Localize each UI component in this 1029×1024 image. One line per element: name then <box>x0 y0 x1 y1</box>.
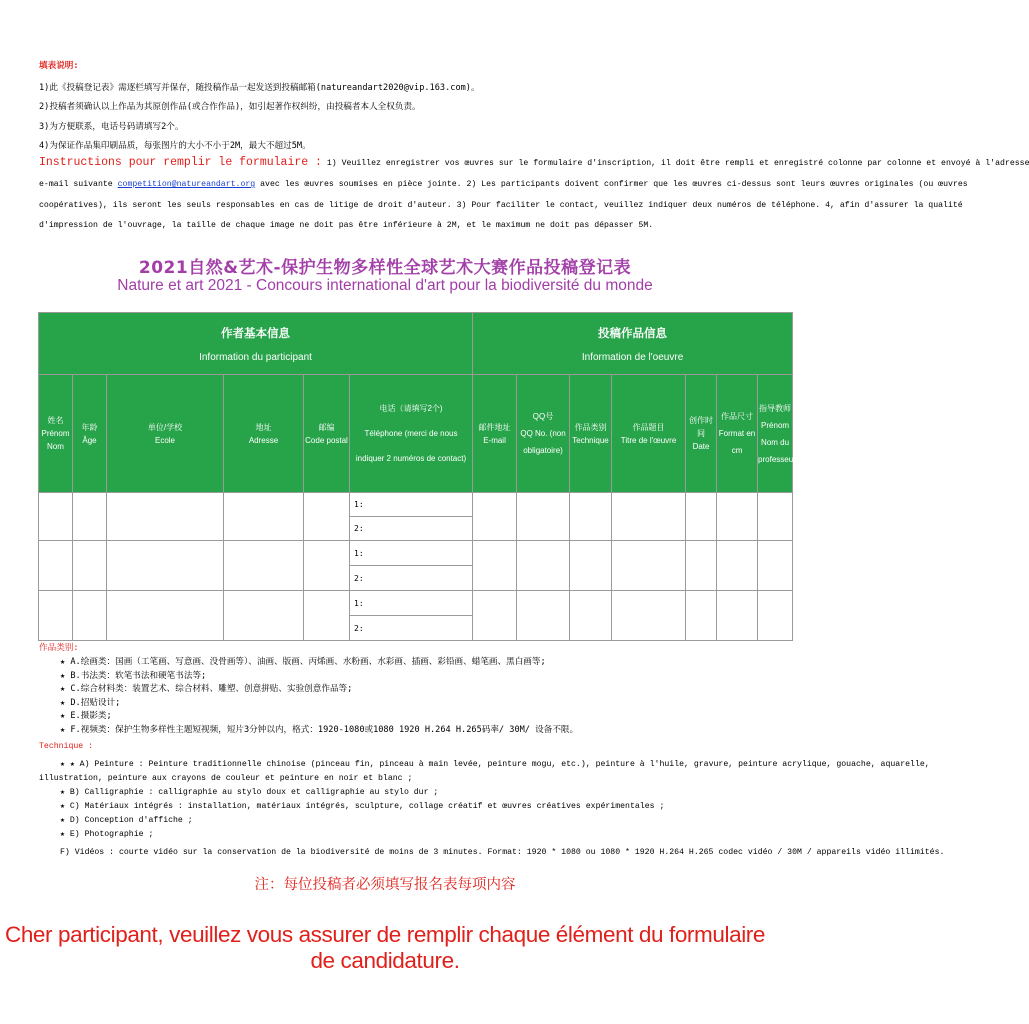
input-name[interactable] <box>39 591 73 641</box>
col-postcode: 邮编 Code postal <box>304 375 350 493</box>
input-date[interactable] <box>686 493 717 541</box>
author-info-header <box>39 313 473 375</box>
input-teacher[interactable] <box>758 591 793 641</box>
column-headers <box>39 375 793 493</box>
technique-b: ★ B) Calligraphie : calligraphie au stylo doux et calligraphie au stylo dur ; <box>60 788 439 797</box>
instruction-item-2: 2)投稿者须确认以上作品为其原创作品(或合作作品)，如引起著作权纠纷，由投稿者本人全权负责。 <box>39 102 421 112</box>
input-phone-1[interactable]: 1: <box>350 493 473 517</box>
col-address: 地址 Adresse <box>224 375 304 493</box>
col-date: 创作时间 Date <box>686 375 717 493</box>
input-school[interactable] <box>107 591 224 641</box>
input-qq[interactable] <box>517 493 570 541</box>
author-info-subtitle: Information du participant <box>199 351 312 363</box>
technique-e: ★ E) Photographie ; <box>60 830 154 839</box>
input-title[interactable] <box>612 493 686 541</box>
technique-a-line-1: ★ ★ A) Peinture : Peinture traditionnelle chinoise (pinceau fin, pinceau à main levée, peinture mogu, etc.), peinture à l'huile, gravure, peinture acrylique, gouache, aquarelle, <box>60 760 930 769</box>
category-item: ★ C.综合材料类：装置艺术、综合材料、雕塑、创意拼贴、实验创意作品等; <box>60 684 353 695</box>
input-technique[interactable] <box>570 493 612 541</box>
input-postcode[interactable] <box>304 591 350 641</box>
entry-row <box>39 493 793 517</box>
col-age: 年龄 Âge <box>73 375 107 493</box>
instruction-item-4: 4)为保证作品集印刷品质，每张图片的大小不小于2M，最大不超过5M。 <box>39 141 311 151</box>
input-phone-1[interactable]: 1: <box>350 541 473 566</box>
input-title[interactable] <box>612 591 686 641</box>
input-phone-2[interactable]: 2: <box>350 566 473 591</box>
input-school[interactable] <box>107 493 224 541</box>
author-info-title: 作者基本信息 <box>221 327 291 340</box>
input-age[interactable] <box>73 591 107 641</box>
technique-d: ★ D) Conception d'affiche ; <box>60 816 193 825</box>
instructions-fr-text-2b: avec les œuvres soumises en pièce jointe. 2) Les participants doivent confirmer que les œuvres ci-dessus sont leurs œuvres originales (ou œuvres <box>260 180 968 189</box>
category-item: ★ A.绘画类：国画（工笔画、写意画、没骨画等）、油画、版画、丙烯画、水粉画、水彩画、插画、彩铅画、蜡笔画、黑白画等; <box>60 657 546 667</box>
input-date[interactable] <box>686 591 717 641</box>
col-email: 邮件地址 E-mail <box>473 375 517 493</box>
instructions-fr-label: Instructions pour remplir le formulaire : <box>39 156 322 169</box>
input-format[interactable] <box>717 493 758 541</box>
input-title[interactable] <box>612 541 686 591</box>
note-cn: 注：每位投稿者必须填写报名表每项内容 <box>254 877 516 893</box>
input-format[interactable] <box>717 591 758 641</box>
category-item: ★ E.摄影类; <box>60 711 112 722</box>
instructions-fr-text-1: 1) Veuillez enregistrer vos œuvres sur le formulaire d'inscription, il doit être rempli et enregistré colonne par colonne et envoyé à l'adresse <box>326 159 1029 168</box>
contest-email-link[interactable]: competition@natureandart.org <box>117 180 256 189</box>
col-phone: 电话（请填写2个) Téléphone (merci de nous indiquer 2 numéros de contact) <box>350 375 473 493</box>
instructions-fr-line-4: d'impression de l'ouvrage, la taille de chaque image ne doit pas être inférieure à 2M, et le maximum ne doit pas dépasser 5M. <box>39 221 654 230</box>
instructions-fr-text-2a: e-mail suivante <box>39 180 113 189</box>
category-item: ★ B.书法类：软笔书法和硬笔书法等; <box>60 670 207 681</box>
col-teacher: 指导教师 Prénom Nom du professeur <box>758 375 793 493</box>
input-teacher[interactable] <box>758 493 793 541</box>
category-item: ★ F.视频类：保护生物多样性主题短视频，短片3分钟以内，格式：1920-1080或1080 1920 H.264 H.265码率/ 30M/ 设备不限。 <box>60 724 579 735</box>
form-title-cn: 2021自然&艺术-保护生物多样性全球艺术大赛作品投稿登记表 <box>138 258 632 278</box>
input-address[interactable] <box>224 591 304 641</box>
category-item: ★ D.招贴设计; <box>60 697 121 708</box>
input-date[interactable] <box>686 541 717 591</box>
technique-c: ★ C) Matériaux intégrés : installation, matériaux intégrés, sculpture, collage créatif et œuvres créatives expérimentales ; <box>60 802 665 811</box>
categories-heading: 作品类别: <box>39 643 79 653</box>
input-address[interactable] <box>224 493 304 541</box>
instructions-heading: 填表说明: <box>39 61 79 71</box>
input-name[interactable] <box>39 493 73 541</box>
input-format[interactable] <box>717 541 758 591</box>
entry-row <box>39 591 793 616</box>
input-technique[interactable] <box>570 541 612 591</box>
work-info-header <box>473 313 793 375</box>
input-name[interactable] <box>39 541 73 591</box>
technique-heading: Technique : <box>39 742 94 751</box>
instructions-fr-line-1 <box>39 157 1029 170</box>
instructions-fr-line-3: coopératives), ils seront les seuls responsables en cas de litige de droit d'auteur. 3) Pour faciliter le contact, veuillez indiquer deux numéros de téléphone. 4, afin d'assurer la qualité <box>39 201 963 210</box>
categories-list <box>60 656 578 738</box>
input-age[interactable] <box>73 493 107 541</box>
col-technique: 作品类别 Technique <box>570 375 612 493</box>
col-school: 单位/学校 Ecole <box>107 375 224 493</box>
input-phone-2[interactable]: 2: <box>350 616 473 641</box>
input-age[interactable] <box>73 541 107 591</box>
input-address[interactable] <box>224 541 304 591</box>
technique-a-line-2: illustration, peinture aux crayons de couleur et peinture en noir et blanc ; <box>39 774 413 783</box>
input-phone-1[interactable]: 1: <box>350 591 473 616</box>
work-info-subtitle: Information de l'oeuvre <box>581 351 684 363</box>
work-info-title: 投稿作品信息 <box>598 327 668 340</box>
input-phone-2[interactable]: 2: <box>350 517 473 541</box>
technique-f: F) Vidéos : courte vidéo sur la conservation de la biodiversité de moins de 3 minutes. Format: 1920 * 1080 ou 1080 * 1920 H.264 H.265 codec vidéo / 30M / appareils vidéo illimités. <box>60 848 945 857</box>
input-postcode[interactable] <box>304 493 350 541</box>
input-email[interactable] <box>473 591 517 641</box>
col-qq: QQ号 QQ No. (non obligatoire) <box>517 375 570 493</box>
input-email[interactable] <box>473 541 517 591</box>
input-qq[interactable] <box>517 591 570 641</box>
entry-row <box>39 541 793 566</box>
input-qq[interactable] <box>517 541 570 591</box>
instructions-fr-line-2 <box>39 179 968 191</box>
col-name: 姓名 Prénom Nom <box>39 375 73 493</box>
instruction-item-3: 3)为方便联系，电话号码请填写2个。 <box>39 122 184 132</box>
registration-table <box>38 312 796 641</box>
col-format: 作品尺寸 Format en cm <box>717 375 758 493</box>
input-teacher[interactable] <box>758 541 793 591</box>
input-email[interactable] <box>473 493 517 541</box>
note-fr: Cher participant, veuillez vous assurer de remplir chaque élément du formulaire de candidature. <box>4 922 766 973</box>
input-postcode[interactable] <box>304 541 350 591</box>
input-technique[interactable] <box>570 591 612 641</box>
input-school[interactable] <box>107 541 224 591</box>
form-title-fr: Nature et art 2021 - Concours international d'art pour la biodiversité du monde <box>117 277 653 294</box>
instruction-item-1: 1)此《投稿登记表》需逐栏填写并保存，随投稿作品一起发送到投稿邮箱(natureandart2020@vip.163.com)。 <box>39 83 480 93</box>
col-title: 作品题目 Titre de l'œuvre <box>612 375 686 493</box>
